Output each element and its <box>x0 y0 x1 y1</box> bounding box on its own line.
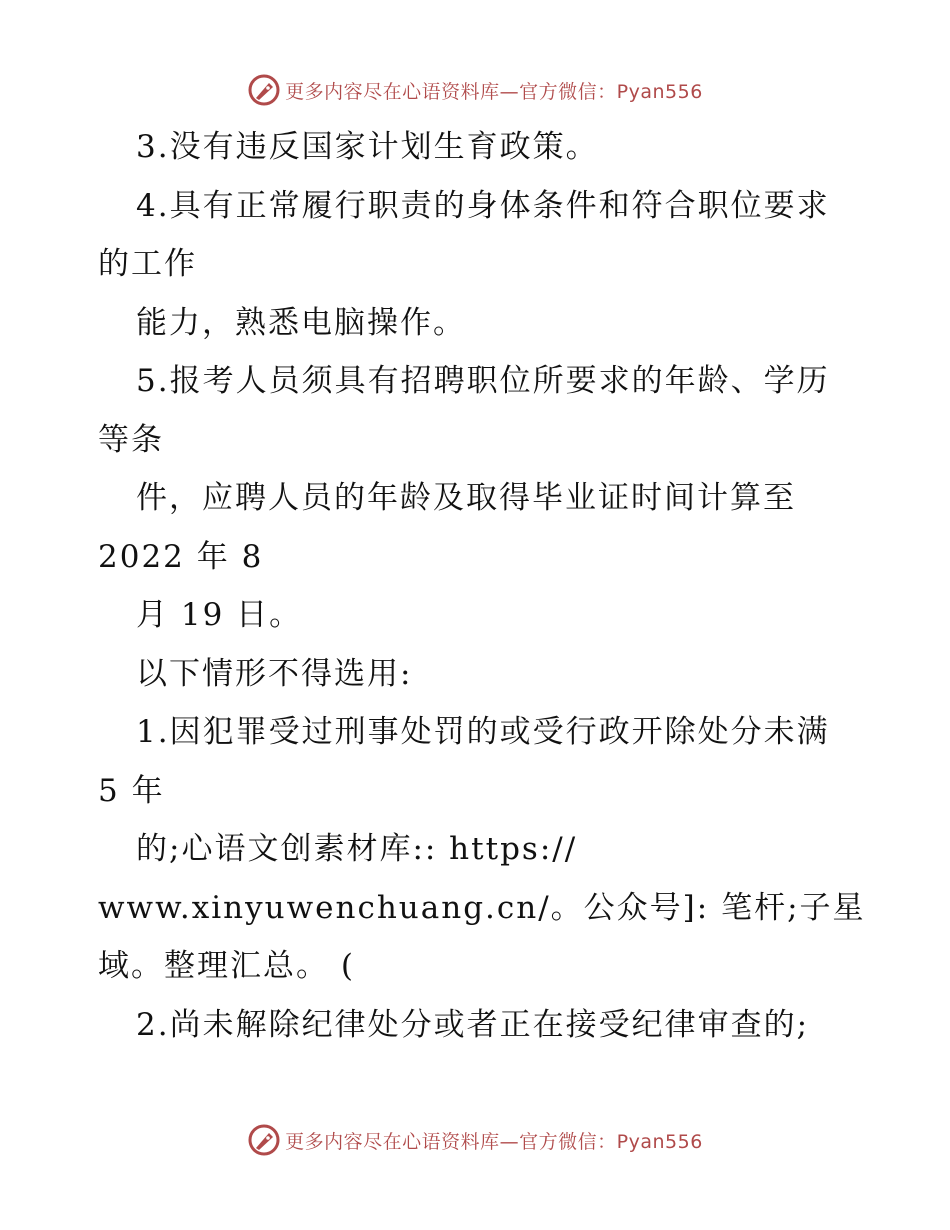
paragraph-line: 3.没有违反国家计划生育政策。 <box>136 129 599 165</box>
footer-banner-label: 更多内容尽在心语资料库—官方微信： <box>285 1130 617 1153</box>
header-banner-text <box>285 77 703 104</box>
header-banner-label: 更多内容尽在心语资料库—官方微信： <box>285 80 617 103</box>
paragraph-line: 件，应聘人员的年龄及取得毕业证时间计算至 <box>136 480 796 516</box>
paragraph-line: 4.具有正常履行职责的身体条件和符合职位要求 <box>136 187 830 224</box>
paragraph-line: 能力，熟悉电脑操作。 <box>136 304 466 341</box>
header-banner <box>0 70 950 110</box>
document-body <box>98 118 866 1054</box>
paragraph-line: 域。整理汇总。 ( <box>98 948 355 984</box>
paragraph-line: 5 年 <box>98 772 165 809</box>
paragraph-line: 5.报考人员须具有招聘职位所要求的年龄、学历 <box>136 363 830 399</box>
paragraph-line: 以下情形不得选用: <box>136 655 413 692</box>
paragraph-line: 的工作 <box>98 246 197 282</box>
footer-banner-text <box>285 1127 703 1154</box>
footer-banner-contact: Pyan556 <box>616 1130 703 1153</box>
pen-nib-logo-icon <box>247 73 281 107</box>
paragraph-line: 2022 年 8 <box>98 538 264 575</box>
paragraph-line: 的;心语文创素材库:: https:// <box>136 831 578 867</box>
paragraph-line: 月 19 日。 <box>136 597 303 633</box>
paragraph-line: www.xinyuwenchuang.cn/。公众号]: 笔杆;子星 <box>98 889 866 926</box>
paragraph-line: 2.尚未解除纪律处分或者正在接受纪律审查的; <box>136 1006 810 1043</box>
header-banner-contact: Pyan556 <box>616 80 703 103</box>
paragraph-line: 1.因犯罪受过刑事处罚的或受行政开除处分未满 <box>136 714 830 750</box>
footer-banner <box>0 1120 950 1160</box>
paragraph-line: 等条 <box>98 421 164 458</box>
pen-nib-logo-icon <box>247 1123 281 1157</box>
